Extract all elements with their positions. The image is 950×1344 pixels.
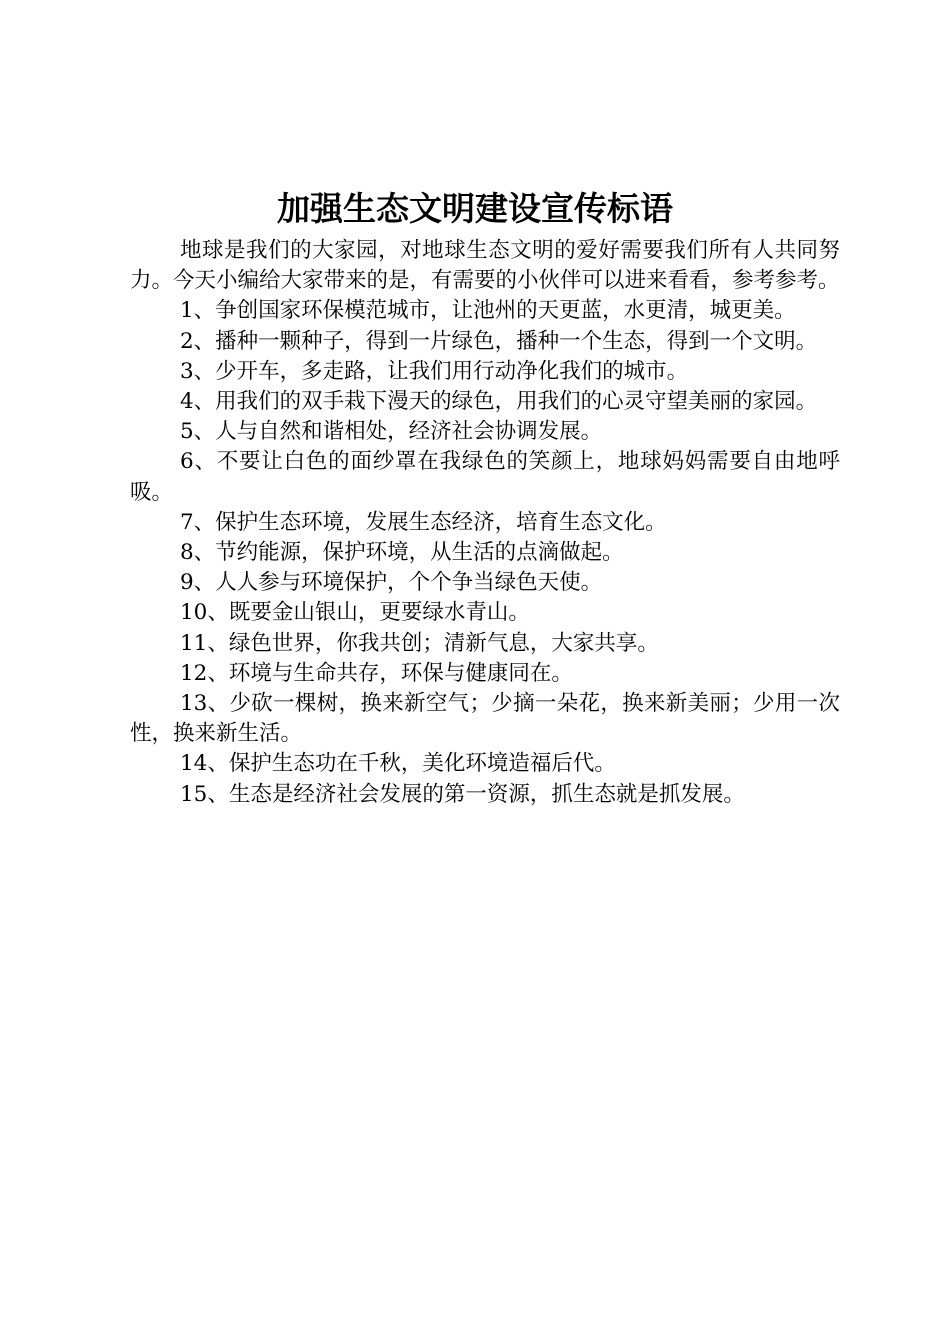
slogan-item: 11、绿色世界，你我共创；清新气息，大家共享。	[180, 630, 659, 656]
document-title: 加强生态文明建设宣传标语	[277, 189, 673, 228]
slogan-item: 13、少砍一棵树，换来新空气；少摘一朵花，换来新美丽；少用一次性，换来新生活。	[130, 691, 840, 747]
slogan-item: 1、争创国家环保模范城市，让池州的天更蓝，水更清，城更美。	[180, 298, 796, 324]
slogan-item: 5、人与自然和谐相处，经济社会协调发展。	[180, 419, 603, 445]
document-body	[130, 236, 840, 810]
slogan-item: 2、播种一颗种子，得到一片绿色，播种一个生态，得到一个文明。	[180, 328, 818, 354]
slogan-item: 9、人人参与环境保护，个个争当绿色天使。	[180, 570, 603, 596]
slogan-item: 7、保护生态环境，发展生态经济，培育生态文化。	[180, 509, 667, 535]
slogan-item: 10、既要金山银山，更要绿水青山。	[180, 600, 530, 626]
slogan-item: 6、不要让白色的面纱罩在我绿色的笑颜上，地球妈妈需要自由地呼吸。	[130, 449, 840, 505]
slogan-item: 4、用我们的双手栽下漫天的绿色，用我们的心灵守望美丽的家园。	[180, 389, 818, 415]
slogan-item: 8、节约能源，保护环境，从生活的点滴做起。	[180, 540, 624, 566]
intro-paragraph: 地球是我们的大家园，对地球生态文明的爱好需要我们所有人共同努力。今天小编给大家带来的是，有需要的小伙伴可以进来看看，参考参考。	[130, 238, 840, 294]
slogan-item: 3、少开车，多走路，让我们用行动净化我们的城市。	[180, 358, 689, 384]
slogan-item: 14、保护生态功在千秋，美化环境造福后代。	[180, 751, 616, 777]
slogan-item: 12、环境与生命共存，环保与健康同在。	[180, 660, 573, 686]
slogan-item: 15、生态是经济社会发展的第一资源，抓生态就是抓发展。	[180, 781, 745, 807]
